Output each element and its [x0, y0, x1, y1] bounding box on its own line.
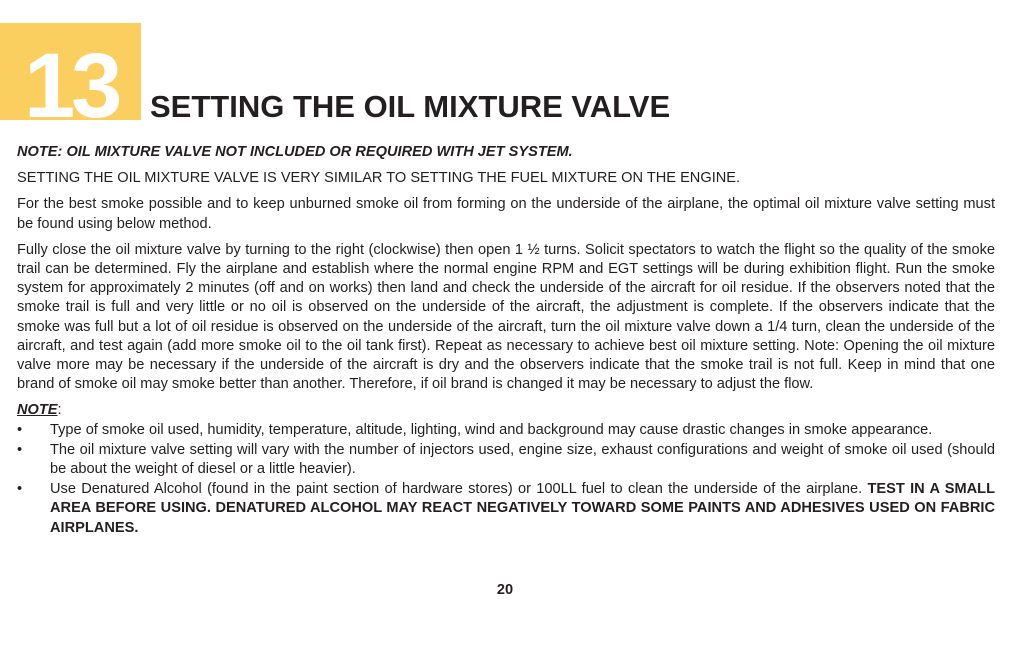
bullet-icon: • [17, 421, 23, 438]
intro-paragraph: SETTING THE OIL MIXTURE VALVE IS VERY SIMILAR TO SETTING THE FUEL MIXTURE ON THE ENGINE. [17, 170, 741, 187]
page-number: 20 [496, 582, 514, 598]
bullet-text: Type of smoke oil used, humidity, temperature, altitude, lighting, wind and background may cause drastic changes in smoke appearance. [50, 421, 933, 438]
optimal-setting-paragraph: For the best smoke possible and to keep unburned smoke oil from forming on the underside of the airplane, the optimal oil mixture valve setting must be found using below method. [17, 196, 995, 232]
list-item [17, 480, 995, 538]
jet-system-note: NOTE: OIL MIXTURE VALVE NOT INCLUDED OR REQUIRED WITH JET SYSTEM. [17, 144, 573, 160]
note-label [17, 401, 995, 420]
list-item [17, 421, 995, 440]
adjustment-procedure-paragraph: Fully close the oil mixture valve by turning to the right (clockwise) then open 1 ½ turns. Solicit spectators to watch the flight so the quality of the smoke trail can be determined. Fly the airplane and establish where the normal engine RPM and EGT settings will be during exhibition flight. Run the smoke system for approximately 2 minutes (off and on works) then land and check the underside of the aircraft for oil residue. If the observers noted that the smoke trail is full and very little or no oil is observed on the underside of the aircraft, the adjustment is complete. If the observers indicate that the smoke was full but a lot of oil residue is observed on the underside of the aircraft, turn the oil mixture valve down a 1/4 turn, clean the underside of the aircraft, and test again (add more smoke oil to the oil tank first). Repeat as necessary to achieve best oil mixture setting. Note: Opening the oil mixture valve more may be necessary if the underside of the aircraft is dry and the observers indicate that the smoke trail is not full. Keep in mind that one brand of smoke oil may smoke better than another. Therefore, if oil brand is changed it may be necessary to adjust the flow. [17, 241, 995, 393]
bullet-text: The oil mixture valve setting will vary with the number of injectors used, engine size, exhaust configurations and weight of smoke oil used (should be about the weight of diesel or a little heavier). [50, 441, 995, 478]
note-bullet-list [17, 421, 995, 538]
bullet-text: Use Denatured Alcohol (found in the paint section of hardware stores) or 100LL fuel to clean the underside of the airplane. [50, 481, 868, 498]
bullet-icon: • [17, 441, 23, 458]
page-title: SETTING THE OIL MIXTURE VALVE [150, 89, 671, 124]
bullet-icon: • [17, 481, 23, 498]
list-item [17, 441, 995, 479]
note-label-text: NOTE [17, 402, 58, 419]
document-body [17, 143, 995, 539]
denatured-alcohol-warning: TEST IN A SMALL AREA BEFORE USING. DENATURED ALCOHOL MAY REACT NEGATIVELY TOWARD SOME PAINTS AND ADHESIVES USED ON FABRIC AIRPLANES. [50, 481, 995, 536]
note-label-colon: : [57, 402, 62, 419]
chapter-number: 13 [24, 35, 119, 137]
